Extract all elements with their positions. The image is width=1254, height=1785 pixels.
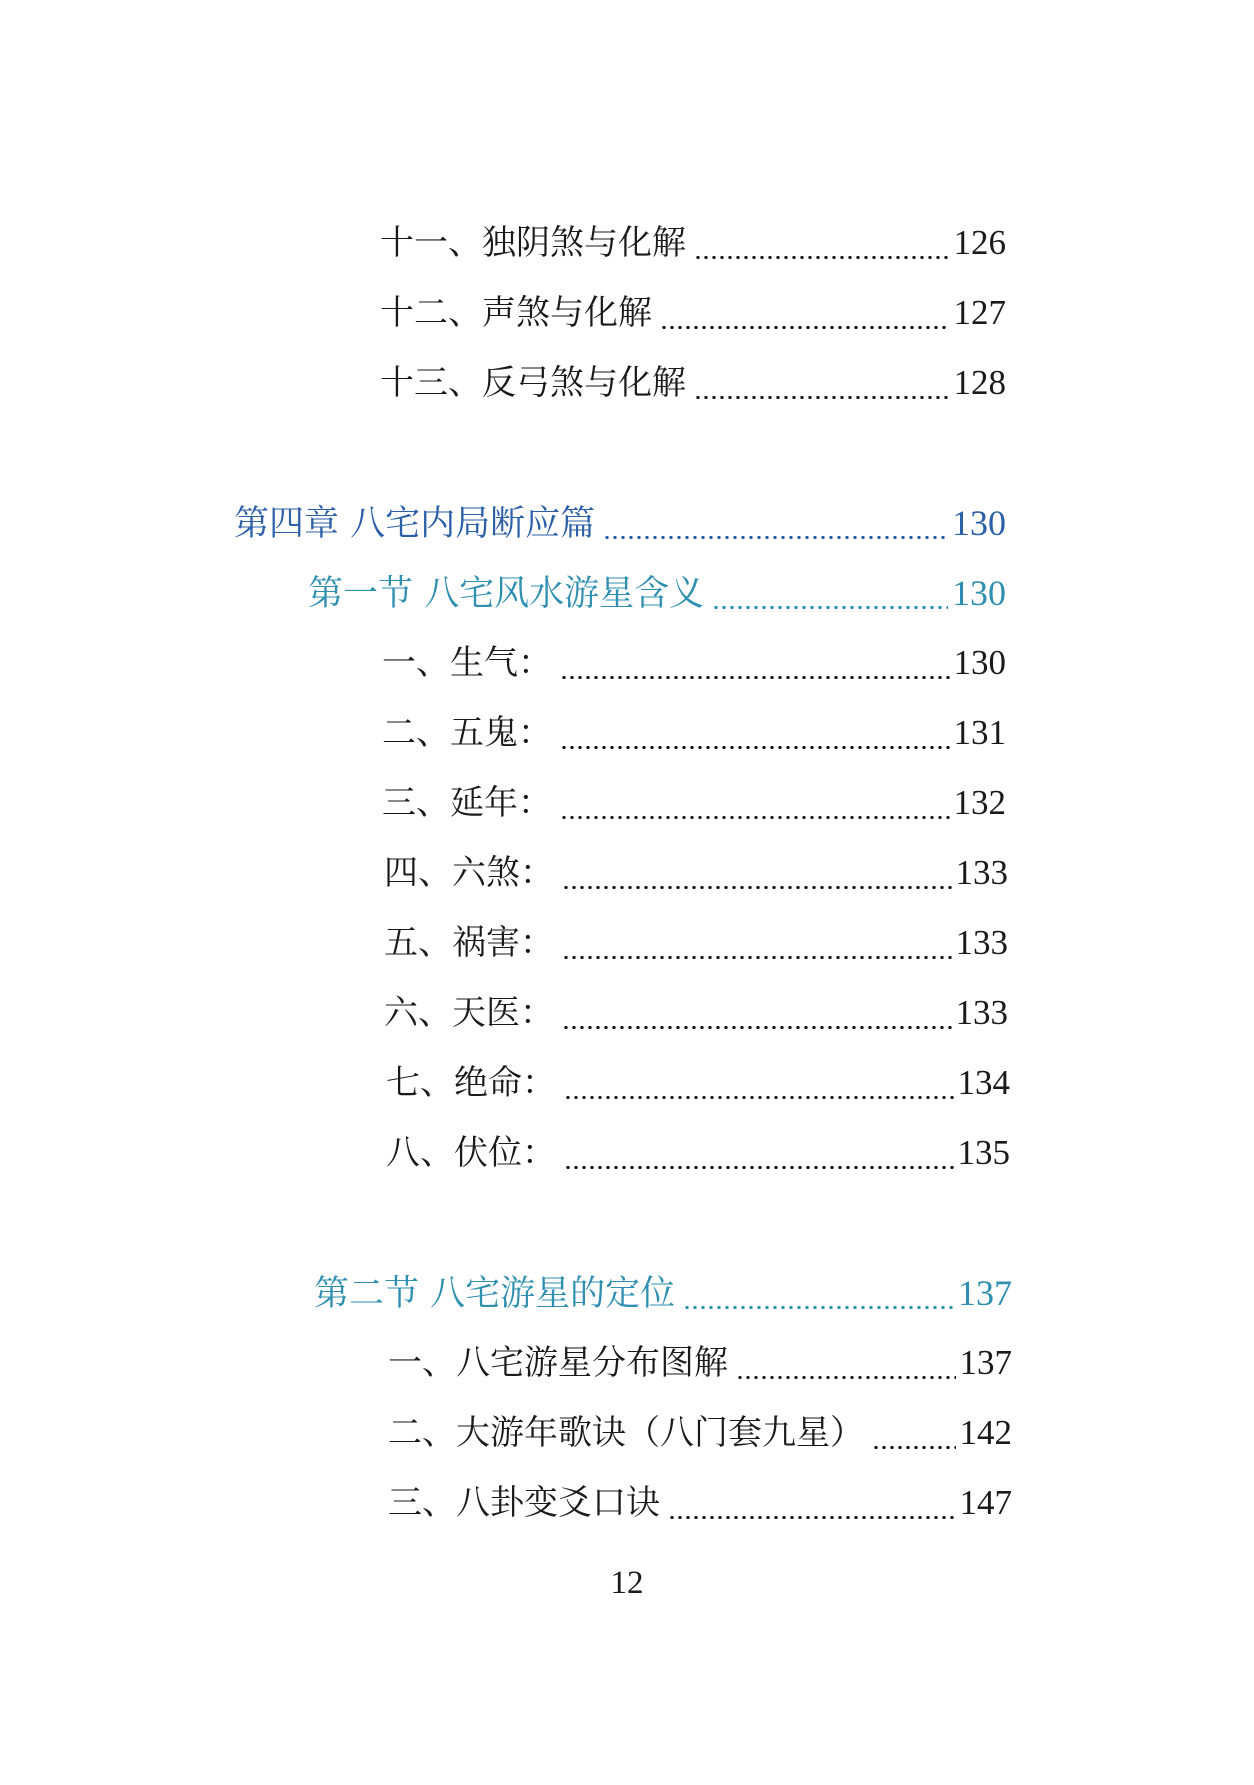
toc-entry [382,778,1006,828]
toc-entry-title: 七、绝命： [386,1063,556,1103]
toc-entry-page: 142 [959,1413,1012,1452]
toc-entry-page: 127 [953,293,1006,332]
toc-entry [386,1128,1010,1178]
toc-entry-title: 四、六煞： [384,853,554,893]
toc-entry [388,1408,1012,1458]
toc-entry-page: 133 [955,923,1008,962]
toc-chapter [234,498,1006,548]
toc-entry [386,1058,1010,1108]
toc-entry-title: 六、天医： [384,993,554,1033]
dot-leader [668,1516,956,1519]
toc-entry [382,638,1006,688]
page-number: 12 [610,1565,644,1601]
toc-entry [388,1338,1012,1388]
dot-leader [660,326,950,329]
dot-leader [560,676,950,679]
toc-entry-page: 135 [957,1133,1010,1172]
toc-entry [380,218,1006,268]
toc-entry-title: 三、八卦变爻口诀 [388,1483,660,1523]
toc-entry-page: 130 [953,643,1006,682]
toc-entry [384,848,1008,898]
dot-leader [560,746,950,749]
toc-entry-page: 133 [955,853,1008,892]
dot-leader [736,1376,956,1379]
toc-entry-title: 八、伏位： [386,1133,556,1173]
toc-entry-title: 十三、反弓煞与化解 [380,363,686,403]
section-page: 130 [952,573,1006,613]
toc-entry-page: 128 [953,363,1006,402]
dot-leader [694,396,950,399]
toc-entry [382,708,1006,758]
toc-entry-page: 131 [953,713,1006,752]
dot-leader [712,606,948,609]
dot-leader [564,1096,954,1099]
toc-entry-title: 三、延年： [382,783,552,823]
toc-entry-title: 五、祸害： [384,923,554,963]
toc-entry [384,918,1008,968]
dot-leader [562,956,952,959]
chapter-title: 第四章 八宅内局断应篇 [234,504,596,544]
toc-entry-title: 十二、声煞与化解 [380,293,652,333]
dot-leader [683,1306,954,1309]
toc-entry-page: 134 [957,1063,1010,1102]
toc-entry-title: 二、大游年歌诀（八门套九星） [388,1413,864,1453]
toc-entry-title: 十一、独阴煞与化解 [380,223,686,263]
toc-entry-page: 147 [959,1483,1012,1522]
dot-leader [603,536,948,539]
toc-section [308,568,1006,618]
toc-entry-title: 一、生气： [382,643,552,683]
toc-entry-page: 126 [953,223,1006,262]
toc-entry [380,288,1006,338]
toc-entry-page: 132 [953,783,1006,822]
toc-entry-title: 一、八宅游星分布图解 [388,1343,728,1383]
toc-entry [388,1478,1012,1528]
toc-entry-title: 二、五鬼： [382,713,552,753]
dot-leader [562,1026,952,1029]
section-title: 第二节 八宅游星的定位 [314,1274,676,1314]
toc-section [314,1268,1012,1318]
toc-entry [384,988,1008,1038]
dot-leader [562,886,952,889]
section-page: 137 [958,1273,1012,1313]
dot-leader [872,1446,956,1449]
toc-entry-page: 137 [959,1343,1012,1382]
dot-leader [564,1166,954,1169]
dot-leader [560,816,950,819]
dot-leader [694,256,950,259]
section-title: 第一节 八宅风水游星含义 [308,574,705,614]
chapter-page: 130 [952,503,1006,543]
toc-entry [380,358,1006,408]
toc-entry-page: 133 [955,993,1008,1032]
